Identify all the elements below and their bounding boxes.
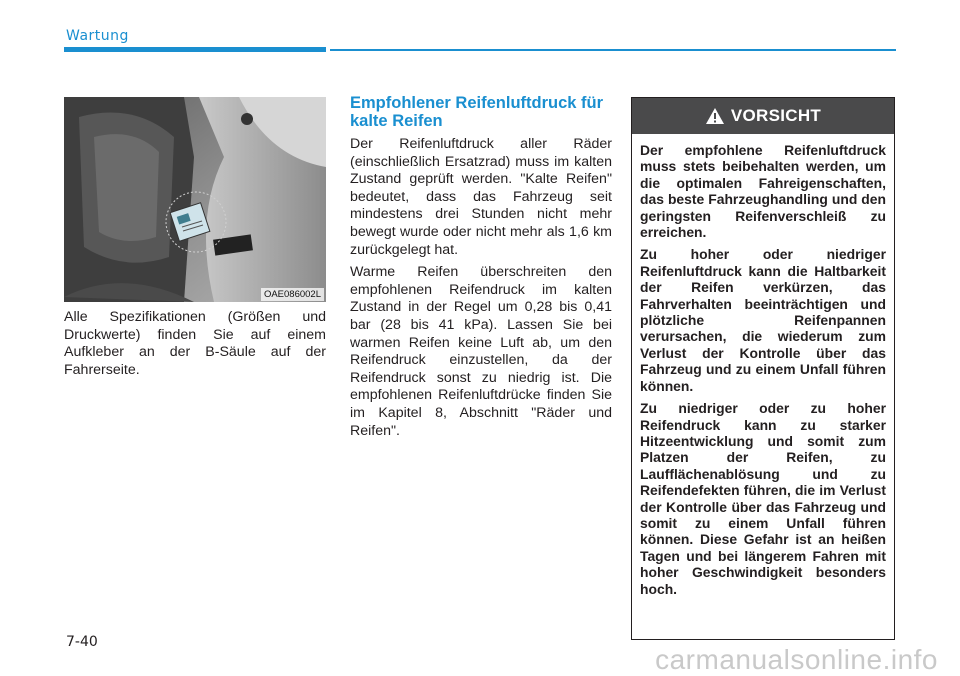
caution-paragraph: Der empfohlene Reifenluftdruck muss stets beibehalten werden, um die optimalen Fahreigenschaften, das beste Fahrzeughandling und den geringsten Reifenverschleiß zu erreichen. [640, 142, 886, 241]
door-pillar-illustration [64, 97, 326, 302]
column2 [350, 94, 612, 445]
caution-body [632, 134, 894, 597]
door-pillar-photo [64, 97, 326, 302]
header-rule-thin [330, 49, 896, 51]
column2-heading: Empfohlener Reifenluftdruck für kalte Reifen [350, 94, 604, 130]
photo-code: OAE086002L [261, 288, 324, 301]
column2-paragraph: Der Reifenluftdruck aller Räder (einschließlich Ersatzrad) muss im kalten Zustand geprüft werden. "Kalte Reifen" bedeutet, dass das Fahrzeug seit mindestens drei Stunden nicht mehr bewegt wurde oder nicht mehr als 1,6 km zurückgelegt hat. [350, 136, 612, 258]
section-title: Wartung [66, 28, 129, 44]
caution-paragraph: Zu hoher oder niedriger Reifenluftdruck kann die Haltbarkeit der Reifen verkürzen, das Fahrverhalten beeinträchtigen und plötzliche Reifenpannen verursachen, die wiederum zum Verlust der Kontrolle über das Fahrzeug und zu einem Unfall führen können. [640, 246, 886, 394]
caution-box [631, 97, 895, 640]
warning-icon [705, 107, 725, 125]
watermark: carmanualsonline.info [655, 644, 938, 675]
caution-header [632, 98, 894, 134]
caution-paragraph: Zu niedriger oder zu hoher Reifendruck kann zu starker Hitzeentwicklung und somit zum Platzen der Reifen, zu Laufflächenablösung und zu Reifendefekten führen, die im Verlust der Kontrolle über das Fahrzeug und somit zu einem Unfall führen können. Diese Gefahr ist an heißen Tagen und bei längerem Fahren mit hoher Geschwindigkeit besonders hoch. [640, 400, 886, 597]
column1-paragraph: Alle Spezifikationen (Größen und Druckwerte) finden Sie auf einem Aufkleber an der B-Säule auf der Fahrerseite. [64, 309, 326, 378]
column1-text [64, 309, 326, 379]
caution-title: VORSICHT [730, 106, 822, 125]
column2-paragraph: Warme Reifen überschreiten den empfohlenen Reifendruck im kalten Zustand in der Regel um 0,28 bis 0,41 bar (28 bis 41 kPa). Lassen Sie bei warmen Reifen keine Luft ab, um den Reifendruck einzustellen, da der Reifendruck sonst zu niedrig ist. Die empfohlenen Reifenluftdrücke finden Sie im Kapitel 8, Abschnitt "Räder und Reifen". [350, 264, 612, 439]
header-rule-thick [64, 47, 326, 52]
page-number: 7-40 [66, 634, 98, 650]
